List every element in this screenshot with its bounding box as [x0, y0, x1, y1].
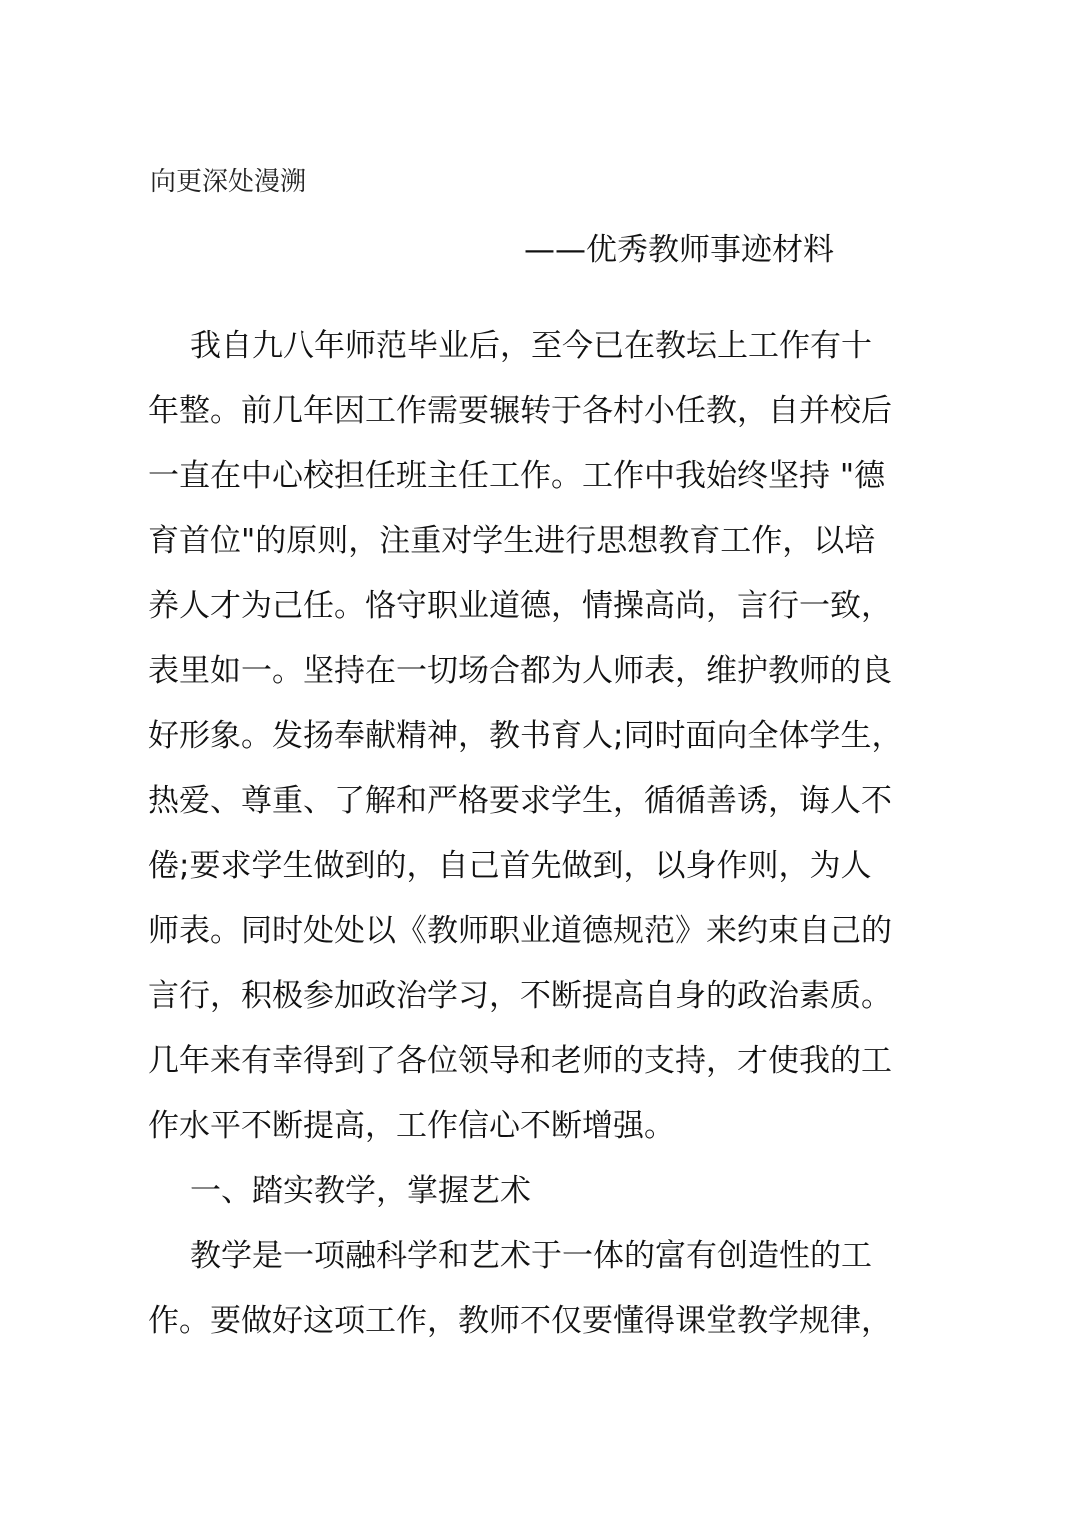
paragraph-line: 好形象。发扬奉献精神，教书育人;同时面向全体学生， — [148, 718, 903, 754]
section-heading-text: 一、踏实教学，掌握艺术 — [190, 1173, 531, 1209]
paragraph-line: 育首位"的原则，注重对学生进行思想教育工作，以培 — [148, 523, 876, 559]
paragraph-line: 年整。前几年因工作需要辗转于各村小任教，自并校后 — [148, 393, 892, 429]
paragraph-line: 教学是一项融科学和艺术于一体的富有创造性的工 — [190, 1238, 872, 1274]
paragraph-line: 作水平不断提高，工作信心不断增强。 — [148, 1108, 675, 1144]
paragraph-line: 我自九八年师范毕业后，至今已在教坛上工作有十 — [190, 328, 872, 364]
paragraph-1 — [148, 314, 948, 1159]
document-subtitle: ——优秀教师事迹材料 — [524, 232, 834, 268]
paragraph-line: 几年来有幸得到了各位领导和老师的支持，才使我的工 — [148, 1043, 892, 1079]
paragraph-2 — [148, 1224, 948, 1354]
paragraph-line: 言行，积极参加政治学习，不断提高自身的政治素质。 — [148, 978, 892, 1014]
paragraph-line: 热爱、尊重、了解和严格要求学生，循循善诱，诲人不 — [148, 783, 892, 819]
paragraph-line: 师表。同时处处以《教师职业道德规范》来约束自己的 — [148, 913, 892, 949]
section-heading — [148, 1159, 948, 1224]
paragraph-line: 作。要做好这项工作，教师不仅要懂得课堂教学规律， — [148, 1303, 892, 1339]
paragraph-line: 倦;要求学生做到的，自己首先做到，以身作则，为人 — [148, 848, 872, 884]
document-title: 向更深处漫溯 — [150, 167, 307, 197]
paragraph-line: 一直在中心校担任班主任工作。工作中我始终坚持 "德 — [148, 458, 886, 494]
paragraph-line: 养人才为己任。恪守职业道德，情操高尚，言行一致， — [148, 588, 892, 624]
paragraph-line: 表里如一。坚持在一切场合都为人师表，维护教师的良 — [148, 653, 892, 689]
